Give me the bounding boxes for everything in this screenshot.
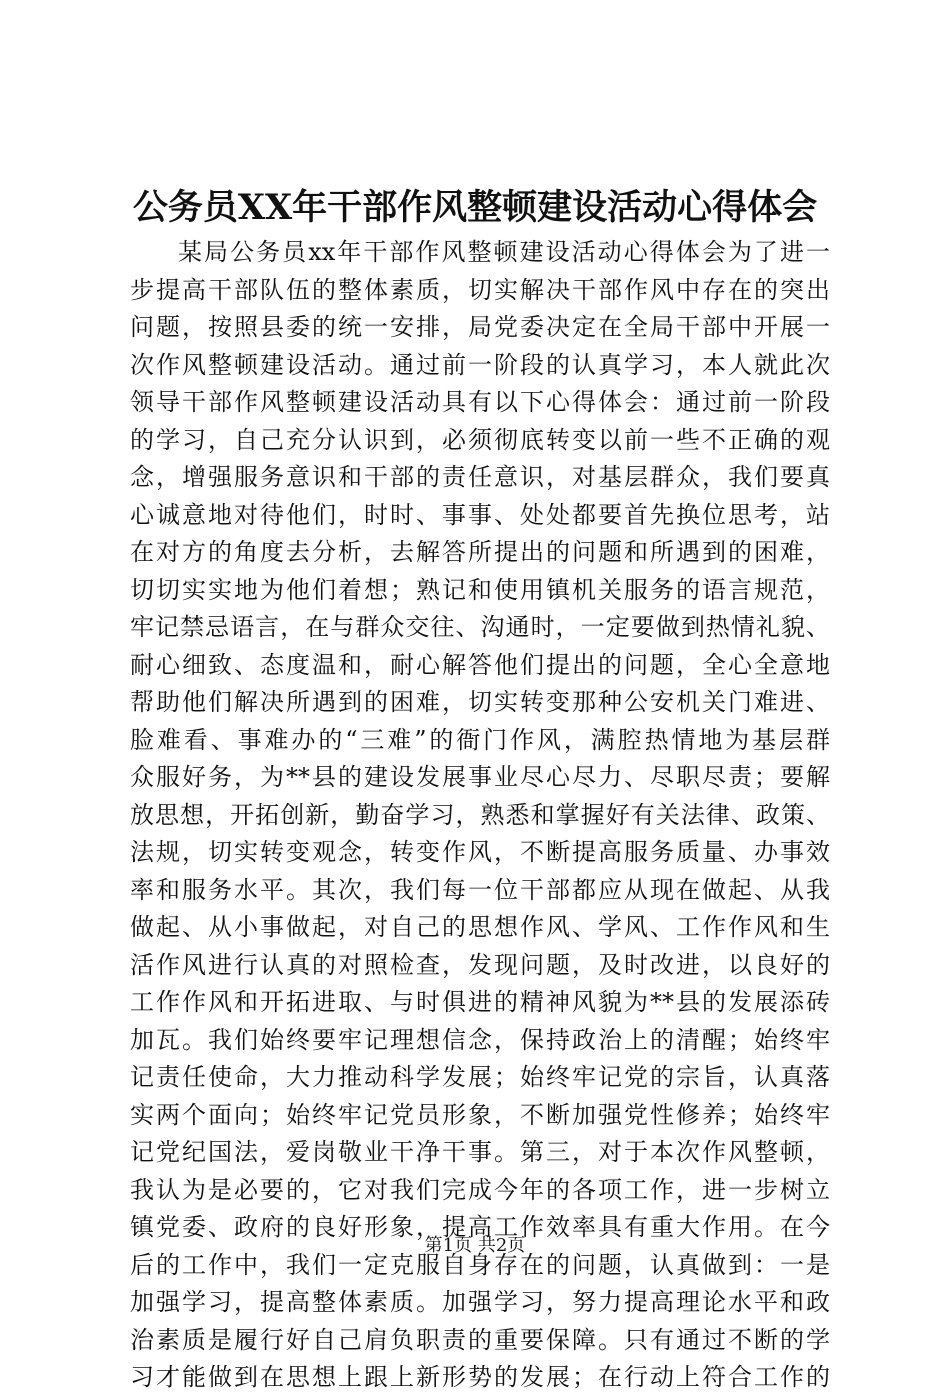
body-line: 记责任使命，大力推动科学发展；始终牢记党的宗旨，认真落 — [130, 1063, 830, 1091]
body-line: 率和服务水平。其次，我们每一位干部都应从现在做起、从我 — [130, 875, 830, 904]
body-line: 实两个面向；始终牢记党员形象，不断加强党性修养；始终牢 — [130, 1100, 830, 1129]
document-body — [130, 234, 830, 1397]
body-line: 念，增强服务意识和干部的责任意识，对基层群众，我们要真 — [130, 463, 830, 491]
body-line: 牢记禁忌语言，在与群众交往、沟通时，一定要做到热情礼貌、 — [130, 613, 830, 641]
body-line: 放思想，开拓创新，勤奋学习，熟悉和掌握好有关法律、政策、 — [130, 800, 830, 829]
body-line: 问题，按照县委的统一安排，局党委决定在全局干部中开展一 — [130, 313, 830, 341]
body-line: 我认为是必要的，它对我们完成今年的各项工作，进一步树立 — [130, 1175, 830, 1204]
body-line: 众服好务，为**县的建设发展事业尽心尽力、尽职尽责；要解 — [130, 763, 830, 791]
body-line: 耐心细致、态度温和，耐心解答他们提出的问题，全心全意地 — [130, 650, 830, 679]
body-line: 帮助他们解决所遇到的困难，切实转变那种公安机关门难进、 — [130, 688, 830, 716]
body-line: 加强学习，提高整体素质。加强学习，努力提高理论水平和政 — [130, 1288, 830, 1316]
body-line: 记党纪国法，爱岗敬业干净干事。第三，对于本次作风整顿， — [130, 1138, 830, 1166]
body-line: 某局公务员xx年干部作风整顿建设活动心得体会为了进一 — [178, 238, 830, 266]
body-line: 切切实实地为他们着想；熟记和使用镇机关服务的语言规范， — [130, 575, 830, 604]
body-line: 加瓦。我们始终要牢记理想信念，保持政治上的清醒；始终牢 — [130, 1025, 830, 1054]
body-line: 后的工作中，我们一定克服自身存在的问题，认真做到：一是 — [130, 1250, 830, 1279]
document-title: 公务员XX年干部作风整顿建设活动心得体会 — [132, 187, 818, 228]
body-line: 领导干部作风整顿建设活动具有以下心得体会：通过前一阶段 — [130, 388, 830, 416]
body-line: 心诚意地对待他们，时时、事事、处处都要首先换位思考，站 — [130, 500, 830, 529]
body-line: 法规，切实转变观念，转变作风，不断提高服务质量、办事效 — [130, 838, 830, 866]
body-line: 做起、从小事做起，对自己的思想作风、学风、工作作风和生 — [130, 913, 830, 941]
body-line: 步提高干部队伍的整体素质，切实解决干部作风中存在的突出 — [130, 275, 830, 304]
body-line: 工作作风和开拓进取、与时俱进的精神风貌为**县的发展添砖 — [130, 988, 830, 1016]
body-line: 治素质是履行好自己肩负职责的重要保障。只有通过不断的学 — [130, 1325, 830, 1354]
body-line: 活作风进行认真的对照检查，发现问题，及时改进，以良好的 — [130, 950, 830, 979]
body-line: 习才能做到在思想上跟上新形势的发展；在行动上符合工作的 — [130, 1363, 830, 1391]
body-line: 的学习，自己充分认识到，必须彻底转变以前一些不正确的观 — [130, 425, 830, 454]
body-line: 镇党委、政府的良好形象，提高工作效率具有重大作用。在今 — [130, 1213, 830, 1241]
page-number-footer: 第1页 共2页 — [424, 1235, 526, 1256]
body-line: 脸难看、事难办的“三难”的衙门作风，满腔热情地为基层群 — [130, 725, 830, 754]
body-line: 在对方的角度去分析，去解答所提出的问题和所遇到的困难， — [130, 538, 830, 566]
body-line: 次作风整顿建设活动。通过前一阶段的认真学习，本人就此次 — [130, 350, 830, 379]
